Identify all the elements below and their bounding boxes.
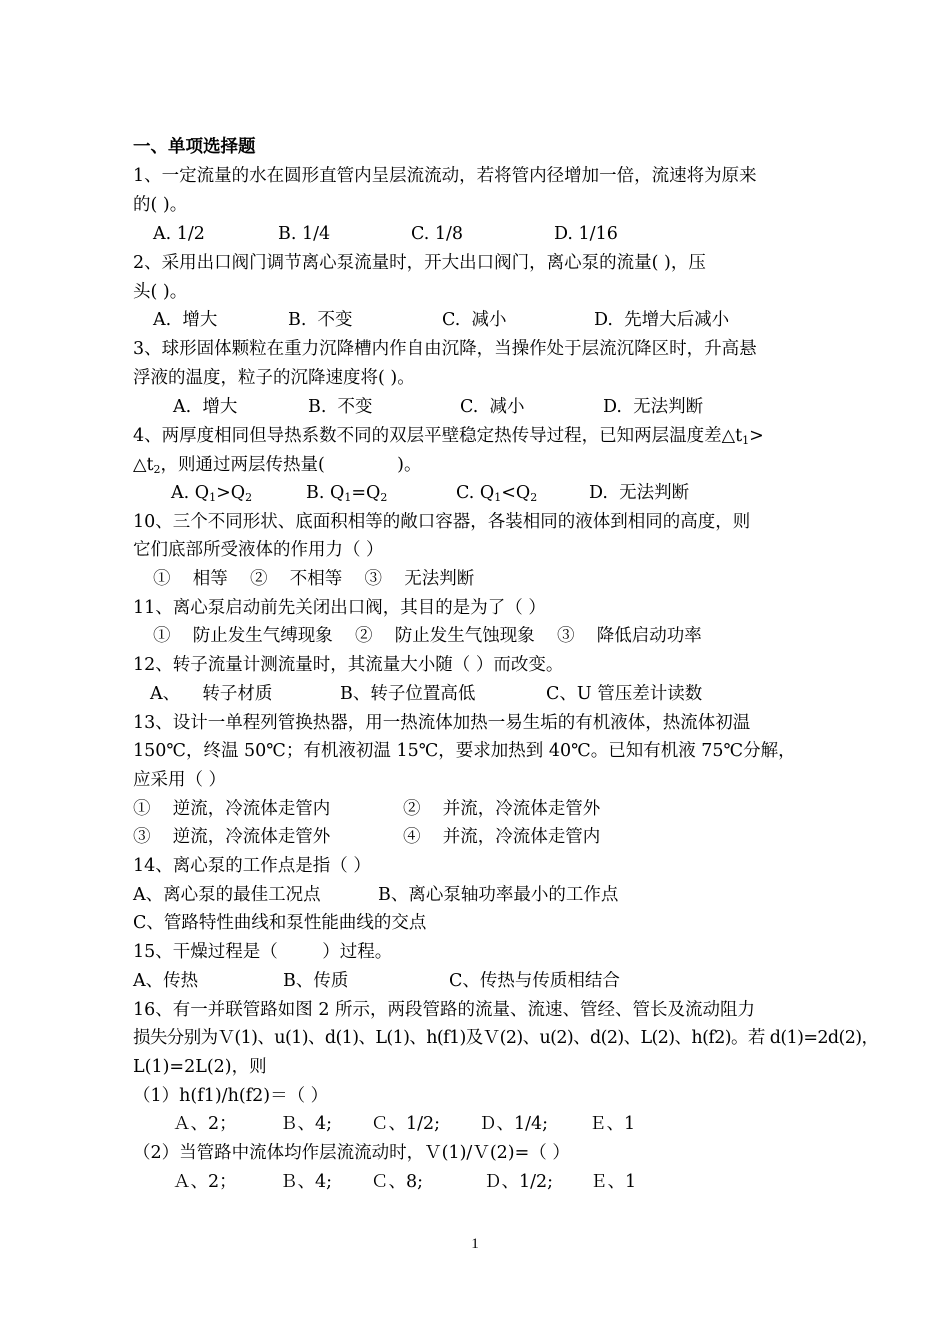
option-b: Ｂ、4; bbox=[280, 1114, 333, 1134]
option-a: A. 1/2 bbox=[153, 224, 205, 244]
option-e: Ｅ、1 bbox=[590, 1172, 637, 1192]
option-c: C. 减小 bbox=[460, 397, 525, 417]
option-d: D. 1/16 bbox=[554, 224, 618, 244]
question-10-text: 10、三个不同形状、底面积相等的敞口容器，各装相同的液体到相同的高度，则 bbox=[133, 512, 751, 532]
question-15-text: 15、干燥过程是（ ）过程。 bbox=[133, 942, 393, 962]
option-4: ④ 并流，冷流体走管内 bbox=[403, 827, 601, 847]
question-10-options: ① 相等 ② 不相等 ③ 无法判断 bbox=[153, 569, 475, 589]
question-16-sub1: （1）h(f1)/h(f2)＝（ ） bbox=[133, 1086, 329, 1106]
question-4-text-cont bbox=[133, 451, 823, 480]
question-1-options bbox=[133, 220, 823, 249]
option-a: Ａ、2； bbox=[173, 1114, 237, 1134]
question-14-text: 14、离心泵的工作点是指（ ） bbox=[133, 856, 371, 876]
question-16-sub1-options bbox=[133, 1110, 823, 1139]
option-c: C. 减小 bbox=[442, 310, 507, 330]
option-d: D. 先增大后减小 bbox=[594, 310, 730, 330]
option-a: A. 增大 bbox=[153, 310, 218, 330]
section-title: 一、单项选择题 bbox=[133, 137, 256, 157]
option-a: A. 增大 bbox=[173, 397, 238, 417]
option-a: A、传热 bbox=[133, 971, 199, 991]
question-16-sub2-options bbox=[133, 1168, 823, 1197]
option-c: C. $Q_1<Q_2$ bbox=[456, 483, 538, 504]
question-14-option-c: C、管路特性曲线和泵性能曲线的交点 bbox=[133, 913, 427, 933]
question-13-text-cont2: 应采用（ ） bbox=[133, 770, 227, 790]
question-1-text: 1、一定流量的水在圆形直管内呈层流流动，若将管内径增加一倍，流速将为原来 bbox=[133, 166, 757, 186]
option-a: A、 转子材质 bbox=[150, 684, 273, 704]
question-4-text-rest: ，则通过两层传热量( )。 bbox=[160, 455, 422, 475]
option-b: B. $Q_1=Q_2$ bbox=[306, 483, 388, 504]
option-b: B. 1/4 bbox=[278, 224, 331, 244]
question-4-options bbox=[133, 479, 823, 508]
option-d: D. 无法判断 bbox=[603, 397, 704, 417]
question-4-text-gt: > bbox=[749, 426, 764, 446]
delta-t: △t bbox=[133, 455, 154, 475]
question-3-options bbox=[133, 393, 823, 422]
option-c: C. 1/8 bbox=[411, 224, 464, 244]
option-c: Ｃ、8; bbox=[371, 1172, 424, 1192]
option-1: ① 逆流，冷流体走管内 bbox=[133, 799, 331, 819]
question-12-text: 12、转子流量计测流量时，其流量大小随（ ）而改变。 bbox=[133, 655, 564, 675]
option-b: B. 不变 bbox=[308, 397, 373, 417]
option-c: C、U 管压差计读数 bbox=[546, 684, 703, 704]
option-b: Ｂ、4; bbox=[280, 1172, 333, 1192]
option-d: Ｄ、1/2; bbox=[484, 1172, 554, 1192]
option-a: A. $Q_1>Q_2$ bbox=[171, 483, 253, 504]
option-d: D. 无法判断 bbox=[589, 483, 690, 503]
question-16-text-cont: 损失分别为Ｖ(1)、u(1)、d(1)、L(1)、h(f1)及Ｖ(2)、u(2)、d(2)、L(2)、h(f2)。若 d(1)=2d(2)， bbox=[133, 1028, 879, 1048]
question-4-text bbox=[133, 422, 823, 451]
option-b: B、传质 bbox=[283, 971, 349, 991]
question-2-options bbox=[133, 306, 823, 335]
question-13-options-row1 bbox=[133, 795, 823, 824]
subscript: 2 bbox=[153, 463, 161, 476]
question-11-text: 11、离心泵启动前先关闭出口阀，其目的是为了（ ） bbox=[133, 598, 546, 618]
question-2-text: 2、采用出口阀门调节离心泵流量时，开大出口阀门，离心泵的流量( )，压 bbox=[133, 253, 706, 273]
question-13-text-cont: 150℃，终温 50℃；有机液初温 15℃，要求加热到 40℃。已知有机液 75℃分解， bbox=[133, 741, 796, 761]
question-16-text: 16、有一并联管路如图 2 所示，两段管路的流量、流速、管经、管长及流动阻力 bbox=[133, 1000, 756, 1020]
option-d: Ｄ、1/4; bbox=[479, 1114, 549, 1134]
question-15-options bbox=[133, 967, 823, 996]
question-3-text-cont: 浮液的温度，粒子的沉降速度将( )。 bbox=[133, 368, 415, 388]
question-12-options bbox=[133, 680, 823, 709]
option-a: Ａ、2； bbox=[173, 1172, 237, 1192]
question-16-sub2: （2）当管路中流体均作层流流动时，Ｖ(1)/Ｖ(2)=（ ） bbox=[133, 1143, 570, 1163]
option-c: Ｃ、1/2; bbox=[371, 1114, 441, 1134]
question-16-text-cont2: L(1)=2L(2)，则 bbox=[133, 1057, 267, 1077]
page-number: 1 bbox=[471, 1236, 479, 1252]
option-a: A、离心泵的最佳工况点 bbox=[133, 885, 321, 905]
option-b: B. 不变 bbox=[288, 310, 353, 330]
question-2-text-cont: 头( )。 bbox=[133, 282, 188, 302]
option-b: B、离心泵轴功率最小的工作点 bbox=[378, 885, 619, 905]
option-3: ③ 逆流，冷流体走管外 bbox=[133, 827, 331, 847]
option-e: Ｅ、1 bbox=[589, 1114, 636, 1134]
question-14-options-row1 bbox=[133, 881, 823, 910]
question-13-text: 13、设计一单程列管换热器，用一热流体加热一易生垢的有机液体，热流体初温 bbox=[133, 713, 751, 733]
option-2: ② 并流，冷流体走管外 bbox=[403, 799, 601, 819]
option-c: C、传热与传质相结合 bbox=[449, 971, 620, 991]
question-10-text-cont: 它们底部所受液体的作用力（ ） bbox=[133, 540, 384, 560]
question-1-text-cont: 的( )。 bbox=[133, 195, 188, 215]
question-13-options-row2 bbox=[133, 823, 823, 852]
question-3-text: 3、球形固体颗粒在重力沉降槽内作自由沉降，当操作处于层流沉降区时，升高悬 bbox=[133, 339, 757, 359]
question-4-text-main: 4、两厚度相同但导热系数不同的双层平壁稳定热传导过程，已知两层温度差△t bbox=[133, 426, 743, 446]
subscript: 1 bbox=[742, 434, 750, 447]
option-b: B、转子位置高低 bbox=[340, 684, 476, 704]
question-11-options: ① 防止发生气缚现象 ② 防止发生气蚀现象 ③ 降低启动功率 bbox=[153, 626, 702, 646]
